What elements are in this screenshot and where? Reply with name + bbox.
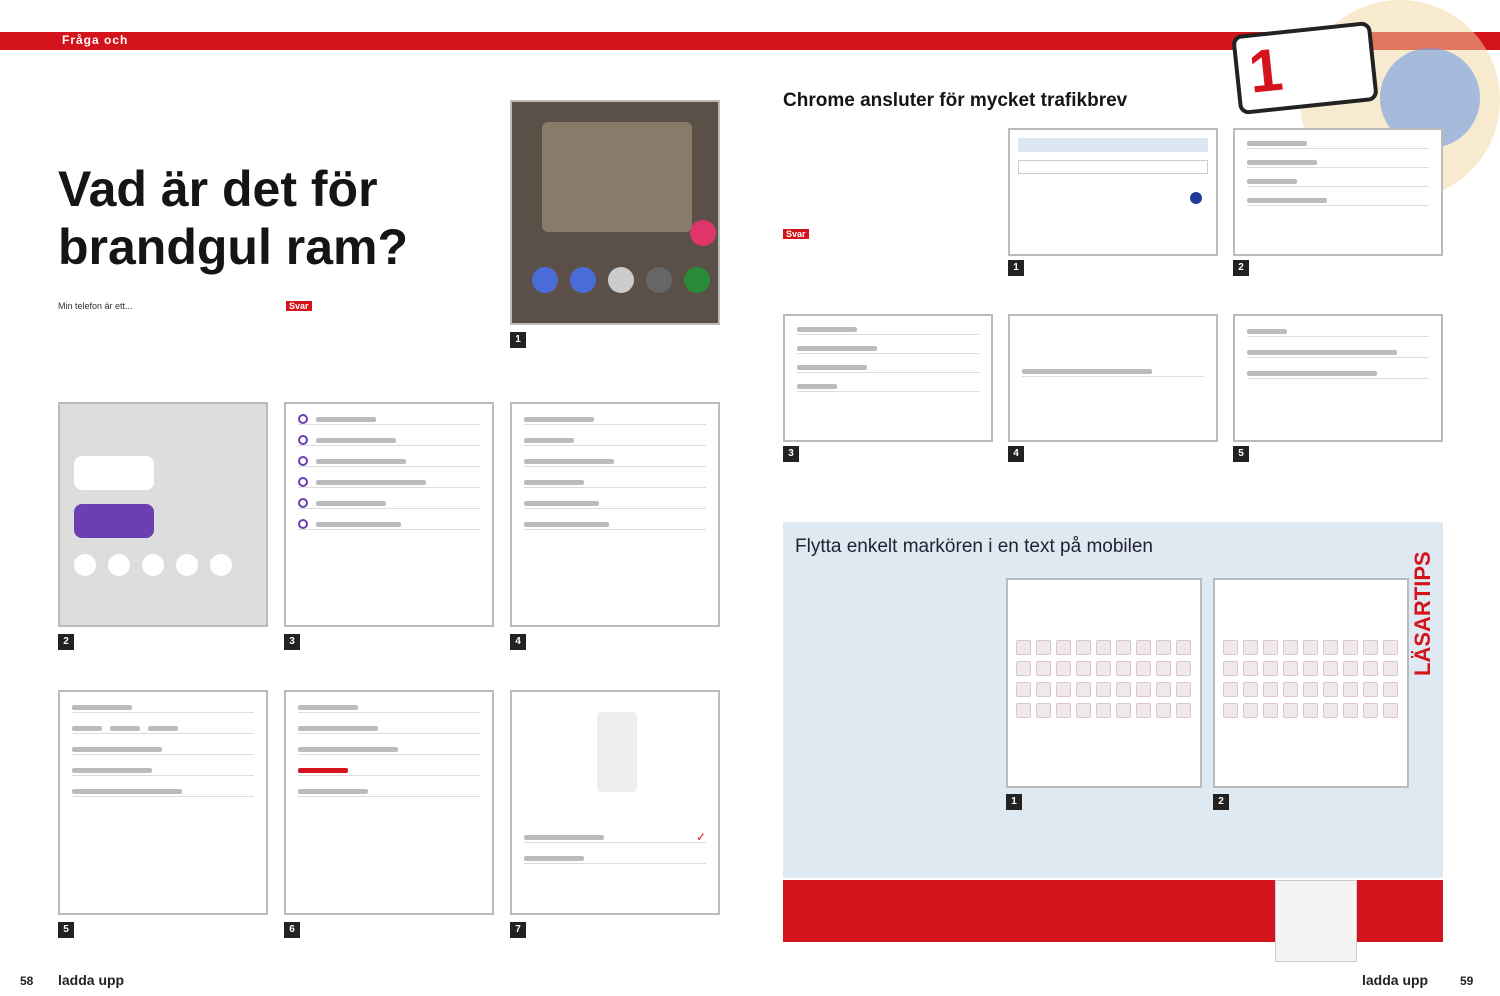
setting-label-line — [72, 768, 152, 773]
control-icon — [684, 267, 710, 293]
mic-indicator-icon — [690, 220, 716, 246]
tile-icon — [176, 554, 198, 576]
setting-label-line — [1247, 371, 1377, 376]
left-footer-logo: ladda upp — [58, 972, 125, 988]
control-icon — [646, 267, 672, 293]
menu-row — [797, 324, 979, 335]
step-number: 2 — [1213, 794, 1229, 810]
setting-label-line — [316, 501, 386, 506]
setting-label-line — [72, 789, 182, 794]
step-number: 5 — [1233, 446, 1249, 462]
setting-label-line — [1022, 369, 1152, 374]
right-step-5-caption — [1233, 446, 1443, 462]
setting-label-line — [1247, 350, 1397, 355]
right-step-4-screenshot — [1008, 314, 1218, 442]
setting-label-line — [316, 459, 406, 464]
settings-row — [298, 498, 480, 509]
keyboard-row — [1016, 682, 1192, 697]
settings-row — [298, 477, 480, 488]
step-7-caption — [510, 922, 720, 938]
step-5-caption — [58, 922, 268, 938]
check-icon: ✓ — [696, 830, 707, 844]
menu-line — [1247, 198, 1327, 203]
settings-row — [298, 744, 480, 755]
settings-row — [298, 702, 480, 713]
menu-line — [797, 346, 877, 351]
tips-step-1-screenshot — [1006, 578, 1202, 788]
intro-text — [58, 300, 258, 312]
setting-icon — [298, 435, 308, 445]
menu-row — [1247, 195, 1429, 206]
right-step-1-caption — [1008, 260, 1218, 276]
setting-label-line — [72, 705, 132, 710]
right-step-5-screenshot — [1233, 314, 1443, 442]
right-answer — [783, 228, 993, 240]
page-title: Vad är det för brandgul ram? — [58, 161, 409, 275]
settings-row — [524, 414, 706, 425]
setting-label-line — [524, 522, 609, 527]
setting-label-line — [524, 856, 584, 861]
setting-label-line — [316, 480, 426, 485]
setting-icon — [298, 477, 308, 487]
step-number: 5 — [58, 922, 74, 938]
setting-label-line — [524, 459, 614, 464]
product-box-graphic — [1275, 880, 1357, 962]
right-step-3-screenshot — [783, 314, 993, 442]
step-number: 4 — [510, 634, 526, 650]
step-5-screenshot — [58, 690, 268, 915]
corner-number: 1 — [1245, 35, 1286, 106]
tile-icon — [210, 554, 232, 576]
tips-box — [783, 522, 1443, 878]
tips-label: LÄSARTIPS — [1410, 551, 1435, 676]
settings-row — [524, 456, 706, 467]
step-number: 1 — [1008, 260, 1024, 276]
setting-label-line — [298, 789, 368, 794]
keyboard-row — [1016, 703, 1192, 718]
step-number: 6 — [284, 922, 300, 938]
setting-label-line — [524, 501, 599, 506]
setting-label-line — [298, 705, 358, 710]
settings-row — [298, 456, 480, 467]
right-step-2-caption — [1233, 260, 1443, 276]
menu-row — [1247, 157, 1429, 168]
step-number: 1 — [510, 332, 526, 348]
answer-kicker: Svar — [783, 229, 809, 239]
settings-row — [72, 786, 254, 797]
menu-row — [797, 362, 979, 373]
settings-row — [298, 786, 480, 797]
setting-label-line — [524, 417, 594, 422]
settings-row — [298, 435, 480, 446]
tile-row — [74, 554, 254, 576]
right-step-1-screenshot — [1008, 128, 1218, 256]
keyboard-row — [1223, 661, 1399, 676]
tab-line — [72, 726, 102, 731]
step-2-caption — [58, 634, 268, 650]
tab-row — [72, 723, 254, 734]
settings-row — [72, 702, 254, 713]
settings-row — [1247, 326, 1429, 337]
right-footer-logo: ladda upp — [1362, 972, 1429, 988]
tab-line — [110, 726, 140, 731]
settings-row — [524, 832, 706, 843]
step-number: 3 — [284, 634, 300, 650]
settings-row — [524, 853, 706, 864]
corner-badge — [1231, 21, 1379, 115]
setting-icon — [298, 456, 308, 466]
keyboard-row — [1016, 661, 1192, 676]
step-3-caption — [284, 634, 494, 650]
settings-row — [524, 498, 706, 509]
step-number: 2 — [1233, 260, 1249, 276]
settings-row — [1022, 366, 1204, 377]
right-step-2-screenshot — [1233, 128, 1443, 256]
keyboard-row — [1223, 640, 1399, 655]
settings-row — [298, 765, 480, 776]
menu-line — [797, 327, 857, 332]
right-page-number: 59 — [1460, 974, 1474, 988]
settings-row — [524, 477, 706, 488]
tile-icon — [108, 554, 130, 576]
setting-label-line — [316, 438, 396, 443]
step-number: 7 — [510, 922, 526, 938]
settings-row — [298, 723, 480, 734]
setting-label-line — [316, 522, 401, 527]
settings-row — [1247, 347, 1429, 358]
answer-kicker: Svar — [286, 301, 312, 311]
tips-step-1-caption — [1006, 794, 1202, 810]
address-bar — [1018, 160, 1208, 174]
setting-icon — [298, 414, 308, 424]
setting-label-line — [524, 480, 584, 485]
quick-tile-active — [74, 504, 154, 538]
tab-line — [148, 726, 178, 731]
step-2-screenshot — [58, 402, 268, 627]
setting-label-line — [298, 726, 378, 731]
menu-row — [1247, 176, 1429, 187]
settings-row — [524, 519, 706, 530]
step-number: 4 — [1008, 446, 1024, 462]
control-icon — [608, 267, 634, 293]
setting-label-line — [1247, 329, 1287, 334]
menu-line — [1247, 160, 1317, 165]
tips-heading: Flytta enkelt markören i en text på mobilen — [795, 536, 1154, 557]
settings-row — [72, 744, 254, 755]
intro-paragraph: Min telefon är ett... — [58, 301, 133, 311]
step-6-caption — [284, 922, 494, 938]
menu-row — [1247, 138, 1429, 149]
control-icon — [532, 267, 558, 293]
right-heading: Chrome ansluter för mycket trafikbrev — [783, 90, 1128, 111]
step-1-caption — [510, 332, 720, 348]
tips-step-2-caption — [1213, 794, 1409, 810]
answer-text — [286, 300, 486, 312]
tile-icon — [74, 554, 96, 576]
step-4-screenshot — [510, 402, 720, 627]
settings-row — [72, 765, 254, 776]
menu-line — [797, 384, 837, 389]
menu-row — [797, 343, 979, 354]
camera-controls — [532, 267, 710, 293]
setting-label-line — [524, 438, 574, 443]
step-1-screenshot — [510, 100, 720, 325]
step-number: 1 — [1006, 794, 1022, 810]
settings-row — [298, 519, 480, 530]
quick-tile — [74, 456, 154, 490]
keyboard-row — [1016, 640, 1192, 655]
setting-label-line — [316, 417, 376, 422]
keyboard-row — [1223, 703, 1399, 718]
browser-tab-bar — [1018, 138, 1208, 152]
right-step-4-caption — [1008, 446, 1218, 462]
settings-row — [298, 414, 480, 425]
profile-icon — [1190, 192, 1202, 204]
permission-graphic — [597, 712, 637, 792]
step-number: 2 — [58, 634, 74, 650]
step-number: 3 — [783, 446, 799, 462]
step-6-screenshot — [284, 690, 494, 915]
menu-line — [1247, 141, 1307, 146]
step-7-screenshot — [510, 690, 720, 915]
setting-label-line — [72, 747, 162, 752]
setting-icon — [298, 519, 308, 529]
section-label: Fråga och — [62, 33, 129, 47]
right-step-3-caption — [783, 446, 993, 462]
menu-row — [797, 381, 979, 392]
setting-label-line — [298, 747, 398, 752]
settings-row — [1247, 368, 1429, 379]
keyboard-row — [1223, 682, 1399, 697]
tile-icon — [142, 554, 164, 576]
step-3-screenshot — [284, 402, 494, 627]
menu-line — [797, 365, 867, 370]
highlight-line — [298, 768, 348, 773]
cat-photo — [542, 122, 692, 232]
tips-step-2-screenshot — [1213, 578, 1409, 788]
settings-row — [524, 435, 706, 446]
setting-label-line — [524, 835, 604, 840]
setting-icon — [298, 498, 308, 508]
menu-line — [1247, 179, 1297, 184]
left-page-number: 58 — [20, 974, 34, 988]
step-4-caption — [510, 634, 720, 650]
control-icon — [570, 267, 596, 293]
